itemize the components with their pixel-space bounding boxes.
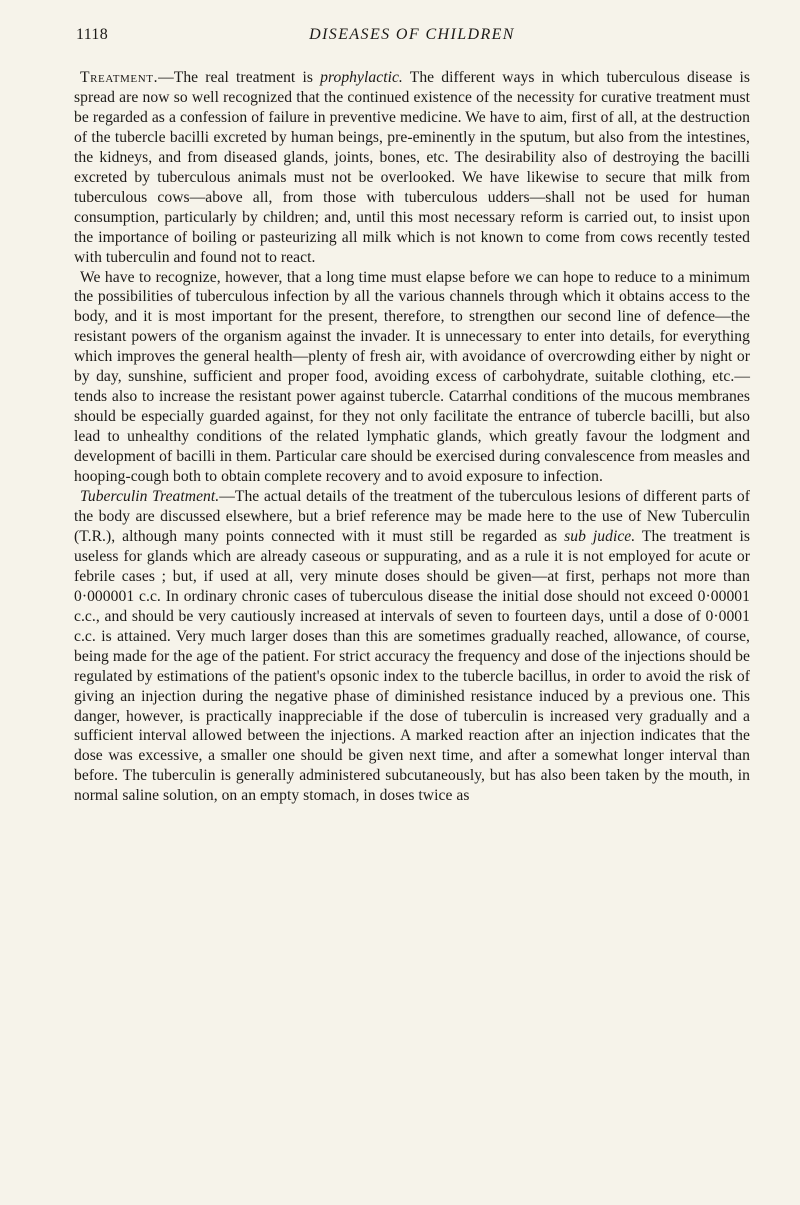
emphasis-text: sub judice. xyxy=(564,527,636,545)
paragraph-text: The treatment is useless for glands which are already caseous or suppurating, and as a rule it is not employed for acute or febrile cases ; but, if used at all, very minute doses should be given—at first, perhaps not more than 0·000001 c.c. In ordinary chronic cases of tuberculous disease the initial dose should not exceed 0·00001 c.c., and should be very cautiously increased at intervals of seven to fourteen days, until a dose of 0·0001 c.c. is attained. Very much larger doses than this are sometimes gradually reached, allowance, of course, being made for the age of the patient. For strict accuracy the frequency and dose of the injections should be regulated by estimations of the patient's opsonic index to the tubercle bacillus, in order to avoid the risk of giving an injection during the negative phase of diminished resistance induced by a previous one. This danger, however, is practically inappreciable if the dose of tuberculin is increased very gradually and a sufficient interval allowed between the injections. A marked reaction after an injection indicates that the dose was excessive, a smaller one should be given next time, and after a somewhat longer interval than before. The tuberculin is generally administered subcutaneously, but has also been taken by the mouth, in normal saline solution, on an empty stomach, in doses twice as xyxy=(74,527,750,805)
running-title: DISEASES OF CHILDREN xyxy=(309,26,515,43)
paragraph-treatment xyxy=(74,68,750,268)
paragraph-text: The different ways in which tuberculous disease is spread are now so well recognized that the continued existence of the necessity for curative treatment must be regarded as a confession of failure in preventive medicine. We have to aim, first of all, at the destruction of the tubercle bacilli excreted by human beings, pre-eminently in the sputum, but also from the intestines, the kidneys, and from diseased glands, joints, bones, etc. The desirability also of destroying the bacilli excreted by tuberculous animals must not be overlooked. We have likewise to secure that milk from tuberculous cows—above all, from those with tuberculous udders—shall not be used for human consumption, particularly by children; and, until this most necessary reform is carried out, to insist upon the importance of boiling or pasteurizing all milk which is not known to come from cows recently tested with tuberculin and found not to react. xyxy=(74,69,750,266)
paragraph-resistance: We have to recognize, however, that a long time must elapse before we can hope to reduce to a minimum the possibilities of tuberculous infection by all the various channels through which it obtains access to the body, and it is most important for the present, therefore, to strengthen our second line of defence—the resistant powers of the organism against the invader. It is unnecessary to enter into details, for everything which improves the general health—plenty of fresh air, with avoidance of overcrowding either by night or by day, sunshine, sufficient and proper food, avoiding excess of carbohydrate, suitable clothing, etc.—tends also to increase the resistant power against tubercle. Catarrhal conditions of the mucous membranes should be especially guarded against, for they not only facilitate the entrance of tubercle bacilli, but also lead to unhealthy conditions of the related lymphatic glands, which greatly favour the lodgment and development of bacilli in them. Particular care should be exercised during convalescence from measles and hooping-cough both to obtain complete recovery and to avoid exposure to infection. xyxy=(74,268,750,486)
section-heading-treatment: Treatment. xyxy=(80,69,159,86)
emphasis-text: prophylactic. xyxy=(320,69,403,86)
page-number: 1118 xyxy=(76,26,109,43)
running-head xyxy=(74,26,750,54)
book-page xyxy=(74,26,750,806)
paragraph-text: —The real treatment is xyxy=(158,69,321,86)
paragraph-tuberculin-treatment xyxy=(74,487,750,806)
paragraph-text: —The actual details of the treatment of the tuberculous lesions of different parts of the body are discussed elsewhere, but a brief reference may be made here to the use of New Tuberculin (T.R.), although many points connected with it must still be regarded as xyxy=(74,488,750,545)
section-heading-tuberculin: Tuberculin Treatment. xyxy=(80,488,220,506)
